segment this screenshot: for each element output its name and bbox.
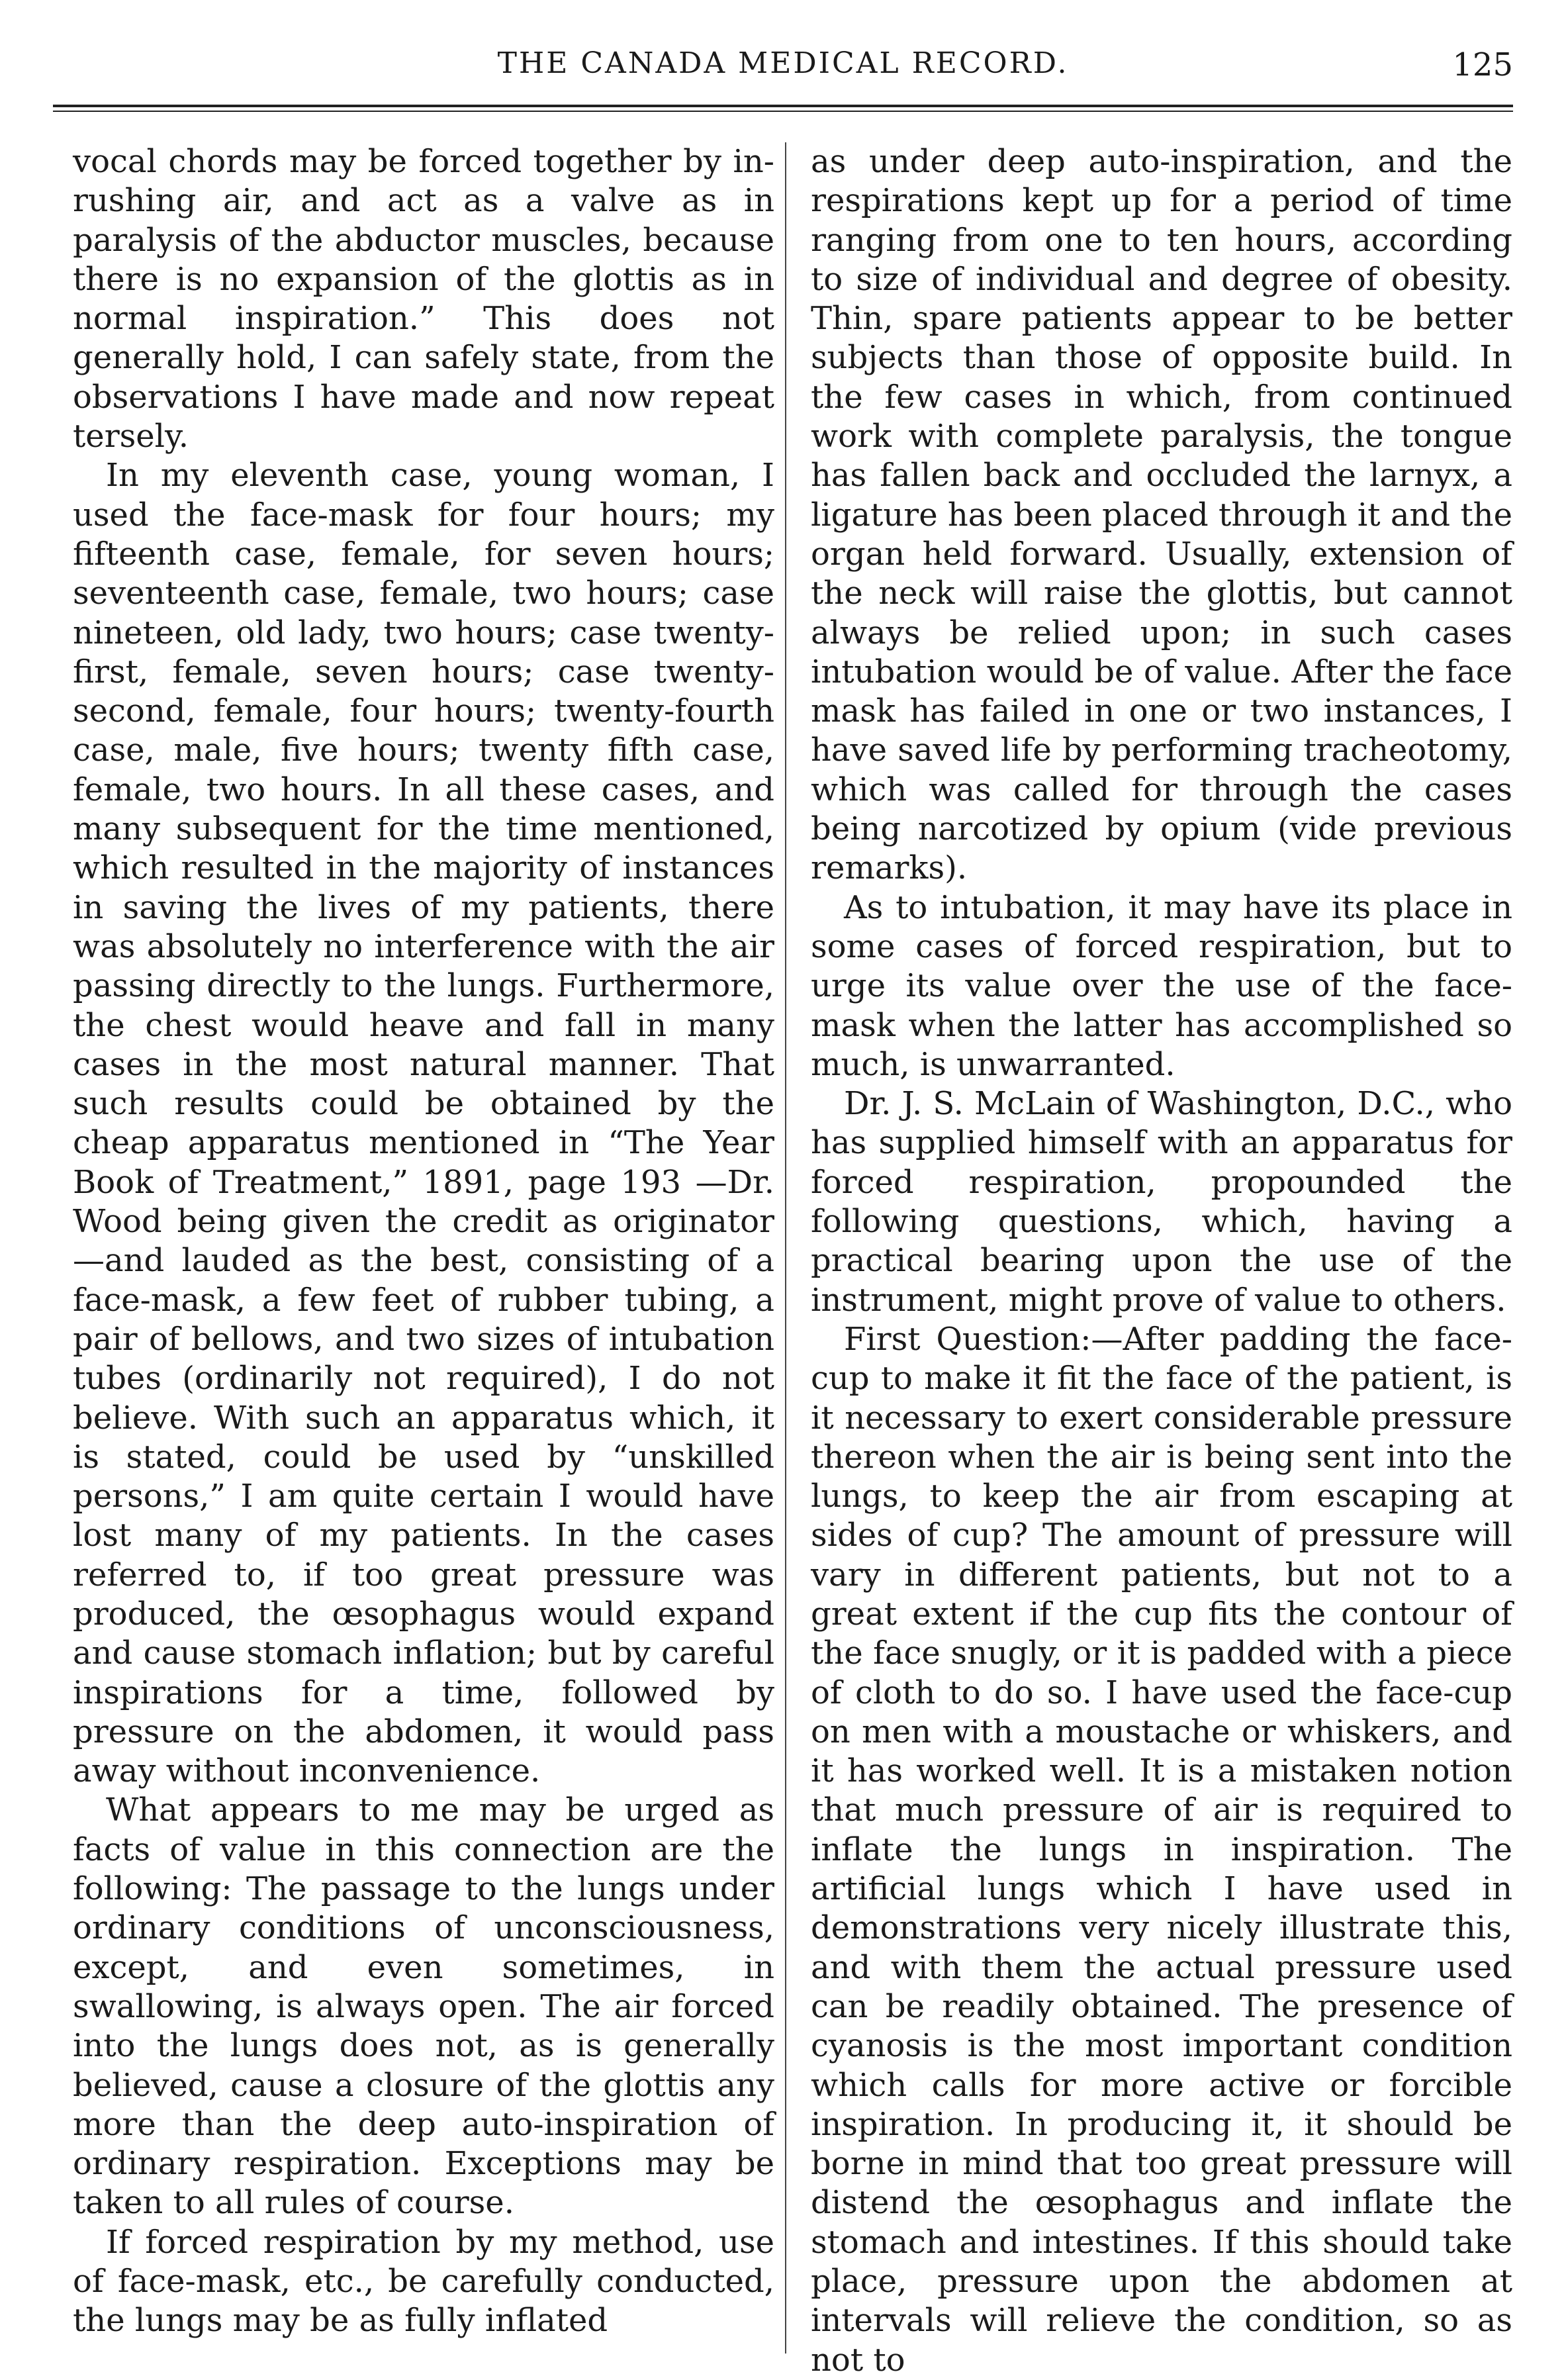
paragraph: Dr. J. S. McLain of Washington, D.C., who has supplied himself with an apparatus for forced respiration, propounded the following questions, which, having a practical bearing upon the use of the instrument, might prove of value to others.: [811, 1085, 1512, 1319]
paragraph: vocal chords may be forced together by in-rushing air, and act as a valve as in paralysis of the abductor muscles, because there is no expansion of the glottis as in normal inspiration.” This does not generally hold, I can safely state, from the observations I have made and now repeat tersely.: [73, 143, 774, 455]
paragraph: What appears to me may be urged as facts of value in this connection are the following: The passage to the lungs under ordinary conditions of unconsciousness, except, and even sometimes, in swallowing, is always open. The air forced into the lungs does not, as is generally believed, cause a closure of the glottis any more than the deep auto-inspiration of ordinary respiration. Exceptions may be taken to all rules of course.: [73, 1791, 774, 2222]
paragraph: In my eleventh case, young woman, I used the face-mask for four hours; my fifteenth case, female, for seven hours; seventeenth case, female, two hours; case nineteen, old lady, two hours; case twenty-first, female, seven hours; case twenty-second, female, four hours; twenty-fourth case, male, five hours; twenty fifth case, female, two hours. In all these cases, and many subsequent for the time mentioned, which resulted in the majority of instances in saving the lives of my patients, there was absolutely no interference with the air passing directly to the lungs. Furthermore, the chest would heave and fall in many cases in the most natural manner. That such results could be obtained by the cheap apparatus mentioned in “The Year Book of Treatment,” 1891, page 193 —Dr. Wood being given the credit as originator—and lauded as the best, consisting of a face-mask, a few feet of rubber tubing, a pair of bellows, and two sizes of intubation tubes (ordinarily not required), I do not believe. With such an apparatus which, it is stated, could be used by “unskilled persons,” I am quite certain I would have lost many of my patients. In the cases referred to, if too great pressure was produced, the œsophagus would expand and cause stomach inflation; but by careful inspirations for a time, followed by pressure on the abdomen, it would pass away without inconvenience.: [73, 457, 774, 1790]
paragraph: as under deep auto-inspiration, and the respirations kept up for a period of time ranging from one to ten hours, according to size of individual and degree of obesity. Thin, spare patients appear to be better subjects than those of opposite build. In the few cases in which, from continued work with complete paralysis, the tongue has fallen back and occluded the larnyx, a ligature has been placed through it and the organ held forward. Usually, extension of the neck will raise the glottis, but cannot always be relied upon; in such cases intubation would be of value. After the face mask has failed in one or two instances, I have saved life by performing tracheotomy, which was called for through the cases being narcotized by opium (vide previous remarks).: [811, 143, 1512, 887]
column-divider: [785, 142, 786, 2354]
running-head: [53, 46, 1513, 93]
left-column: [73, 142, 774, 2341]
paragraph: If forced respiration by my method, use of face-mask, etc., be carefully conducted, the lungs may be as fully inflated: [73, 2223, 774, 2340]
paragraph: As to intubation, it may have its place in some cases of forced respiration, but to urge its value over the use of the face-mask when the latter has accomplished so much, is unwarranted.: [811, 888, 1512, 1083]
paragraph: First Question:—After padding the face-cup to make it fit the face of the patient, is it necessary to exert considerable pressure thereon when the air is being sent into the lungs, to keep the air from escaping at sides of cup? The amount of pressure will vary in different patients, but not to a great extent if the cup fits the contour of the face snugly, or it is padded with a piece of cloth to do so. I have used the face-cup on men with a moustache or whiskers, and it has worked well. It is a mistaken notion that much pressure of air is required to inflate the lungs in inspiration. The artificial lungs which I have used in demonstrations very nicely illustrate this, and with them the actual pressure used can be readily obtained. The presence of cyanosis is the most important condition which calls for more active or forcible inspiration. In producing it, it should be borne in mind that too great pressure will distend the œsophagus and inflate the stomach and intestines. If this should take place, pressure upon the abdomen at intervals will relieve the condition, so as not to: [811, 1320, 1512, 2379]
header-rule: [53, 105, 1513, 112]
journal-title: THE CANADA MEDICAL RECORD.: [497, 46, 1069, 80]
right-column: [811, 142, 1512, 2380]
page-number: 125: [1452, 46, 1513, 83]
